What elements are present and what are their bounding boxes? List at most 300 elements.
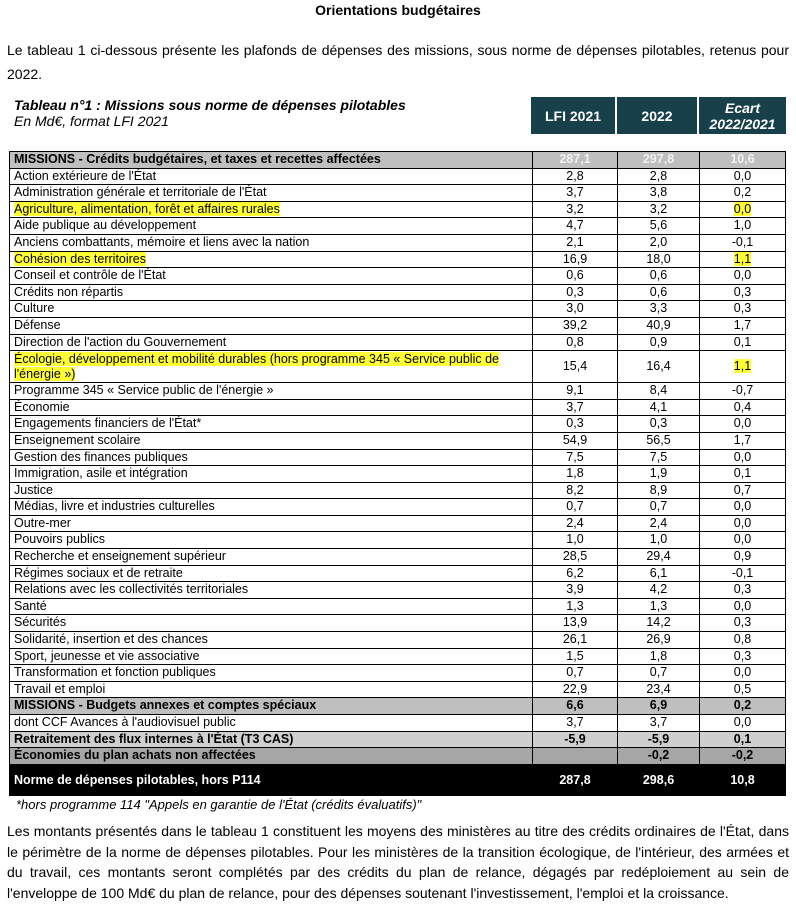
row-label [10, 632, 533, 649]
row-label [10, 731, 533, 748]
row-label-text: Norme de dépenses pilotables, hors P114 [14, 772, 261, 787]
value-2022 [618, 648, 700, 665]
value-2022-text: 29,4 [646, 549, 671, 564]
value-ecart-text: 0,1 [733, 334, 752, 349]
row-label-text: Économie [14, 399, 70, 414]
table-row [10, 681, 786, 698]
row-label-text: Économies du plan achats non affectées [14, 748, 256, 763]
table-row [10, 582, 786, 599]
intro-paragraph: Le tableau 1 ci-dessous présente les plafonds de dépenses des missions, sous norme de dépenses pilotables, retenus pour 2022. [7, 42, 789, 82]
row-label-text: Pouvoirs publics [14, 532, 106, 547]
value-lfi2021-text: 0,7 [566, 665, 584, 680]
value-ecart-text: 0,9 [733, 549, 752, 564]
row-label-text: Recherche et enseignement supérieur [14, 549, 226, 564]
value-2022-text: 1,8 [649, 648, 668, 663]
value-lfi2021 [533, 615, 618, 632]
value-ecart-text: 0,3 [733, 648, 752, 663]
value-2022 [618, 334, 700, 351]
value-ecart-text: -0,7 [731, 383, 754, 398]
value-lfi2021 [533, 598, 618, 615]
value-lfi2021 [533, 449, 618, 466]
value-2022 [618, 317, 700, 334]
value-ecart-text: 0,0 [733, 715, 752, 729]
row-label-text: Action extérieure de l'État [14, 168, 157, 183]
row-label [10, 698, 533, 715]
value-2022-text: 6,9 [649, 698, 668, 713]
value-ecart [700, 598, 786, 615]
value-ecart-text: 10,6 [730, 152, 755, 166]
value-lfi2021-text: 2,8 [566, 168, 584, 183]
value-ecart [700, 764, 786, 795]
value-lfi2021-text: -5,9 [564, 731, 586, 746]
value-2022 [618, 582, 700, 599]
value-2022 [618, 515, 700, 532]
row-label-text: Travail et emploi [14, 681, 106, 696]
table-caption [14, 97, 406, 129]
value-2022 [618, 449, 700, 466]
value-ecart [700, 383, 786, 400]
row-label [10, 201, 533, 218]
value-lfi2021 [533, 665, 618, 682]
table-row [10, 632, 786, 649]
value-lfi2021 [533, 218, 618, 235]
value-lfi2021 [533, 748, 618, 765]
table-row [10, 234, 786, 251]
value-lfi2021-text: 6,6 [566, 698, 584, 713]
value-ecart [700, 731, 786, 748]
value-lfi2021-text: 0,8 [566, 334, 584, 349]
value-lfi2021 [533, 416, 618, 433]
row-label [10, 234, 533, 251]
value-2022 [618, 715, 700, 732]
value-ecart-text: 0,1 [733, 466, 752, 481]
table-row [10, 565, 786, 582]
value-2022 [618, 482, 700, 499]
value-lfi2021 [533, 432, 618, 449]
value-ecart [700, 515, 786, 532]
value-ecart [700, 301, 786, 318]
row-label-text: Défense [14, 317, 61, 332]
value-lfi2021-text: 2,1 [566, 234, 584, 249]
row-label [10, 334, 533, 351]
row-label-text: Sécurités [14, 615, 67, 630]
row-label-text: Conseil et contrôle de l'État [14, 268, 166, 283]
row-label-text: Justice [14, 482, 53, 497]
value-lfi2021 [533, 301, 618, 318]
row-label-text: dont CCF Avances à l'audiovisuel public [14, 715, 236, 729]
value-ecart-text: 0,5 [733, 681, 752, 696]
row-label [10, 351, 533, 383]
value-ecart [700, 218, 786, 235]
value-ecart [700, 432, 786, 449]
value-ecart-text: -0,1 [731, 565, 754, 580]
value-2022 [618, 284, 700, 301]
value-lfi2021-text: 3,2 [566, 201, 584, 216]
value-2022-text: 2,4 [649, 515, 668, 530]
value-lfi2021 [533, 731, 618, 748]
value-2022-text: 14,2 [646, 615, 671, 630]
row-label [10, 416, 533, 433]
table-row [10, 152, 786, 169]
row-label-text: Médias, livre et industries culturelles [14, 499, 215, 514]
value-lfi2021-text: 0,7 [566, 499, 584, 514]
value-ecart-text: 0,0 [733, 499, 752, 514]
value-ecart-text: 1,7 [733, 317, 752, 332]
value-2022 [618, 698, 700, 715]
value-lfi2021 [533, 648, 618, 665]
row-label [10, 284, 533, 301]
table-row [10, 399, 786, 416]
value-lfi2021 [533, 632, 618, 649]
value-lfi2021 [533, 399, 618, 416]
table-row [10, 449, 786, 466]
value-lfi2021 [533, 466, 618, 483]
value-lfi2021-text: 1,8 [566, 466, 584, 481]
row-label [10, 268, 533, 285]
value-2022 [618, 351, 700, 383]
row-label-text: Outre-mer [14, 515, 71, 530]
row-label [10, 432, 533, 449]
value-lfi2021 [533, 698, 618, 715]
value-2022-text: 23,4 [646, 681, 671, 696]
row-label [10, 399, 533, 416]
value-2022-text: 0,7 [649, 665, 668, 680]
row-label-text: Santé [14, 598, 47, 613]
value-2022-text: 3,7 [649, 715, 668, 729]
value-2022 [618, 168, 700, 185]
row-label [10, 152, 533, 169]
value-ecart [700, 416, 786, 433]
row-label [10, 532, 533, 549]
value-ecart [700, 168, 786, 185]
value-2022-text: 1,9 [649, 466, 668, 481]
row-label-text: Administration générale et territoriale de l'État [14, 185, 267, 200]
value-2022-text: 0,6 [649, 268, 668, 283]
value-ecart-text: 0,1 [733, 731, 752, 746]
value-2022 [618, 432, 700, 449]
table-row [10, 549, 786, 566]
table-row [10, 201, 786, 218]
value-2022 [618, 565, 700, 582]
value-lfi2021-text: 28,5 [562, 549, 588, 564]
value-2022 [618, 532, 700, 549]
value-lfi2021-text: 1,0 [566, 532, 584, 547]
row-label-text: MISSIONS - Budgets annexes et comptes spéciaux [14, 698, 317, 713]
table-row [10, 284, 786, 301]
value-ecart-text: 0,0 [733, 201, 752, 216]
value-ecart-text: 0,0 [733, 665, 752, 680]
row-label-text: Crédits non répartis [14, 284, 124, 299]
row-label-text: Retraitement des flux internes à l'État (T3 CAS) [14, 731, 294, 746]
row-label [10, 565, 533, 582]
table-row [10, 317, 786, 334]
row-label-text: Sport, jeunesse et vie associative [14, 648, 200, 663]
value-ecart-text: 0,3 [733, 615, 752, 630]
value-2022-text: 298,6 [642, 772, 675, 787]
value-lfi2021 [533, 549, 618, 566]
row-label-text: Régimes sociaux et de retraite [14, 565, 183, 580]
value-lfi2021 [533, 499, 618, 516]
value-2022 [618, 268, 700, 285]
table-subtitle: En Md€, format LFI 2021 [14, 113, 169, 129]
value-ecart [700, 615, 786, 632]
row-label-text: Engagements financiers de l'État* [14, 416, 202, 431]
table-row [10, 532, 786, 549]
row-label-text: Direction de l'action du Gouvernement [14, 334, 227, 349]
table-row [10, 383, 786, 400]
row-label [10, 715, 533, 732]
value-2022 [618, 399, 700, 416]
row-label-text: Écologie, développement et mobilité durables (hors programme 345 « Service public de l'énergie ») [14, 351, 499, 381]
value-ecart [700, 185, 786, 202]
table-row [10, 499, 786, 516]
value-2022-text: 7,5 [649, 449, 668, 464]
value-ecart-text: 0,0 [733, 449, 752, 464]
value-lfi2021-text: 39,2 [562, 317, 588, 332]
row-label [10, 449, 533, 466]
table-row [10, 665, 786, 682]
value-ecart [700, 268, 786, 285]
table-row [10, 466, 786, 483]
value-2022-text: 26,9 [646, 632, 671, 647]
column-header-2022: 2022 [617, 97, 697, 134]
value-2022-text: 2,8 [649, 168, 668, 183]
row-label [10, 301, 533, 318]
value-lfi2021-text: 9,1 [566, 383, 584, 398]
value-ecart-text: 0,0 [733, 416, 752, 431]
table-row [10, 301, 786, 318]
row-label-text: Solidarité, insertion et des chances [14, 632, 208, 647]
value-ecart [700, 632, 786, 649]
row-label-text: Enseignement scolaire [14, 432, 141, 447]
table-row [10, 351, 786, 383]
value-2022 [618, 152, 700, 169]
row-label [10, 499, 533, 516]
value-lfi2021 [533, 152, 618, 169]
value-ecart [700, 532, 786, 549]
value-lfi2021 [533, 383, 618, 400]
value-2022 [618, 218, 700, 235]
value-ecart-text: 1,1 [733, 358, 752, 373]
value-ecart [700, 565, 786, 582]
row-label-text: Gestion des finances publiques [14, 449, 188, 464]
row-label-text: MISSIONS - Crédits budgétaires, et taxes et recettes affectées [14, 152, 381, 166]
value-2022-text: 3,2 [649, 201, 668, 216]
value-2022-text: 6,1 [649, 565, 668, 580]
value-2022 [618, 383, 700, 400]
table-row [10, 764, 786, 795]
row-label [10, 383, 533, 400]
missions-table [9, 151, 786, 796]
row-label [10, 168, 533, 185]
value-lfi2021-text: 3,7 [566, 399, 584, 414]
row-label [10, 466, 533, 483]
table-row [10, 731, 786, 748]
value-ecart [700, 748, 786, 765]
value-lfi2021-text: 1,3 [566, 598, 584, 613]
value-2022 [618, 632, 700, 649]
table-title: Tableau n°1 : Missions sous norme de dépenses pilotables [14, 97, 406, 113]
row-label [10, 317, 533, 334]
value-2022-text: 0,7 [649, 499, 668, 514]
value-lfi2021 [533, 268, 618, 285]
value-ecart [700, 251, 786, 268]
value-lfi2021-text: 1,5 [566, 648, 584, 663]
value-ecart-text: 0,2 [733, 185, 752, 200]
table-row [10, 648, 786, 665]
value-ecart-text: 0,0 [733, 598, 752, 613]
value-ecart [700, 648, 786, 665]
value-lfi2021 [533, 334, 618, 351]
value-lfi2021-text: 54,9 [562, 432, 588, 447]
value-lfi2021 [533, 532, 618, 549]
column-header-lfi2021: LFI 2021 [531, 97, 615, 134]
value-lfi2021-text: 0,6 [566, 268, 584, 283]
value-2022 [618, 301, 700, 318]
value-ecart [700, 482, 786, 499]
table-row [10, 268, 786, 285]
value-lfi2021-text: 7,5 [566, 449, 584, 464]
value-lfi2021-text: 4,7 [566, 218, 584, 233]
value-2022 [618, 251, 700, 268]
row-label-text: Immigration, asile et intégration [14, 466, 188, 481]
value-lfi2021 [533, 185, 618, 202]
table-row [10, 748, 786, 765]
value-2022-text: 0,3 [649, 416, 668, 431]
table-row [10, 416, 786, 433]
table-row [10, 715, 786, 732]
value-lfi2021-text: 8,2 [566, 482, 584, 497]
value-ecart-text: 1,7 [733, 432, 752, 447]
value-lfi2021 [533, 582, 618, 599]
value-ecart-text: 0,2 [733, 698, 752, 713]
value-ecart-text: 0,4 [733, 399, 752, 414]
value-ecart [700, 665, 786, 682]
value-ecart [700, 681, 786, 698]
value-ecart-text: 10,8 [730, 772, 755, 787]
row-label [10, 648, 533, 665]
table-row [10, 698, 786, 715]
value-2022 [618, 499, 700, 516]
value-lfi2021-text: 26,1 [562, 632, 588, 647]
page-heading: Orientations budgétaires [315, 2, 481, 18]
table-row [10, 185, 786, 202]
value-2022-text: 1,3 [649, 598, 668, 613]
value-ecart [700, 234, 786, 251]
value-2022 [618, 681, 700, 698]
value-ecart [700, 351, 786, 383]
value-ecart [700, 449, 786, 466]
value-2022 [618, 549, 700, 566]
table-row [10, 334, 786, 351]
value-lfi2021-text: 287,1 [559, 152, 591, 166]
value-ecart [700, 284, 786, 301]
value-lfi2021-text: 22,9 [562, 681, 588, 696]
value-lfi2021-text: 3,0 [566, 301, 584, 316]
value-2022 [618, 731, 700, 748]
value-2022 [618, 615, 700, 632]
table-row [10, 482, 786, 499]
table-row [10, 598, 786, 615]
value-ecart-text: 0,0 [733, 532, 752, 547]
value-lfi2021 [533, 565, 618, 582]
value-ecart [700, 499, 786, 516]
value-lfi2021-text: 6,2 [566, 565, 584, 580]
value-2022-text: 40,9 [646, 317, 671, 332]
value-lfi2021 [533, 351, 618, 383]
value-2022 [618, 665, 700, 682]
value-2022-text: 5,6 [649, 218, 668, 233]
row-label [10, 615, 533, 632]
value-2022-text: 3,3 [649, 301, 668, 316]
value-ecart [700, 582, 786, 599]
value-lfi2021 [533, 284, 618, 301]
value-ecart [700, 152, 786, 169]
value-2022-text: 8,4 [649, 383, 668, 398]
value-2022-text: 2,0 [649, 234, 668, 249]
row-label [10, 482, 533, 499]
row-label [10, 598, 533, 615]
table-body [10, 152, 786, 796]
row-label [10, 665, 533, 682]
value-2022-text: 3,8 [649, 185, 668, 200]
value-2022-text: 56,5 [646, 432, 671, 447]
value-lfi2021-text: 0,3 [566, 416, 584, 431]
value-ecart-text: 0,3 [733, 301, 752, 316]
value-2022-text: 0,9 [649, 334, 668, 349]
column-header-ecart [699, 97, 786, 134]
table-row [10, 615, 786, 632]
value-2022 [618, 598, 700, 615]
value-2022 [618, 234, 700, 251]
value-lfi2021 [533, 681, 618, 698]
value-lfi2021-text: 15,4 [562, 358, 588, 373]
value-2022-text: 297,8 [642, 152, 675, 166]
value-lfi2021-text: 3,7 [566, 715, 584, 729]
value-2022-text: 4,1 [649, 399, 668, 414]
value-2022 [618, 201, 700, 218]
row-label [10, 681, 533, 698]
value-ecart-text: 1,1 [733, 251, 752, 266]
value-lfi2021-text: 3,9 [566, 582, 584, 597]
value-2022-text: -5,9 [647, 731, 670, 746]
table-row [10, 432, 786, 449]
value-ecart [700, 334, 786, 351]
value-lfi2021-text: 287,8 [559, 772, 591, 787]
value-2022-text: 18,0 [646, 251, 671, 266]
value-2022 [618, 764, 700, 795]
row-label-text: Transformation et fonction publiques [14, 665, 216, 680]
value-2022 [618, 748, 700, 765]
value-2022-text: 16,4 [646, 358, 671, 373]
row-label [10, 748, 533, 765]
value-lfi2021-text: 13,9 [562, 615, 588, 630]
value-2022-text: -0,2 [647, 748, 670, 763]
value-lfi2021 [533, 201, 618, 218]
value-lfi2021 [533, 715, 618, 732]
row-label-text: Cohésion des territoires [14, 251, 147, 266]
value-ecart [700, 201, 786, 218]
value-2022-text: 1,0 [649, 532, 668, 547]
value-ecart [700, 317, 786, 334]
value-2022-text: 4,2 [649, 582, 668, 597]
closing-paragraph: Les montants présentés dans le tableau 1 constituent les moyens des ministères au titre des crédits ordinaires de l'État, dans le périmètre de la norme de dépenses pilotables. Pour les ministères de la transition écologique, de l'intérieur, des armées et du travail, ces montants seront complétés par des crédits du plan de relance, dégagés par redéploiement au sein de l'enveloppe de 100 Md€ du plan de relance, pour des dépenses soutenant l'investissement, l'emploi et la croissance. [7, 823, 789, 901]
value-ecart [700, 549, 786, 566]
row-label-text: Relations avec les collectivités territoriales [14, 582, 249, 597]
value-ecart-text: 0,3 [733, 284, 752, 299]
value-lfi2021 [533, 317, 618, 334]
value-lfi2021 [533, 764, 618, 795]
